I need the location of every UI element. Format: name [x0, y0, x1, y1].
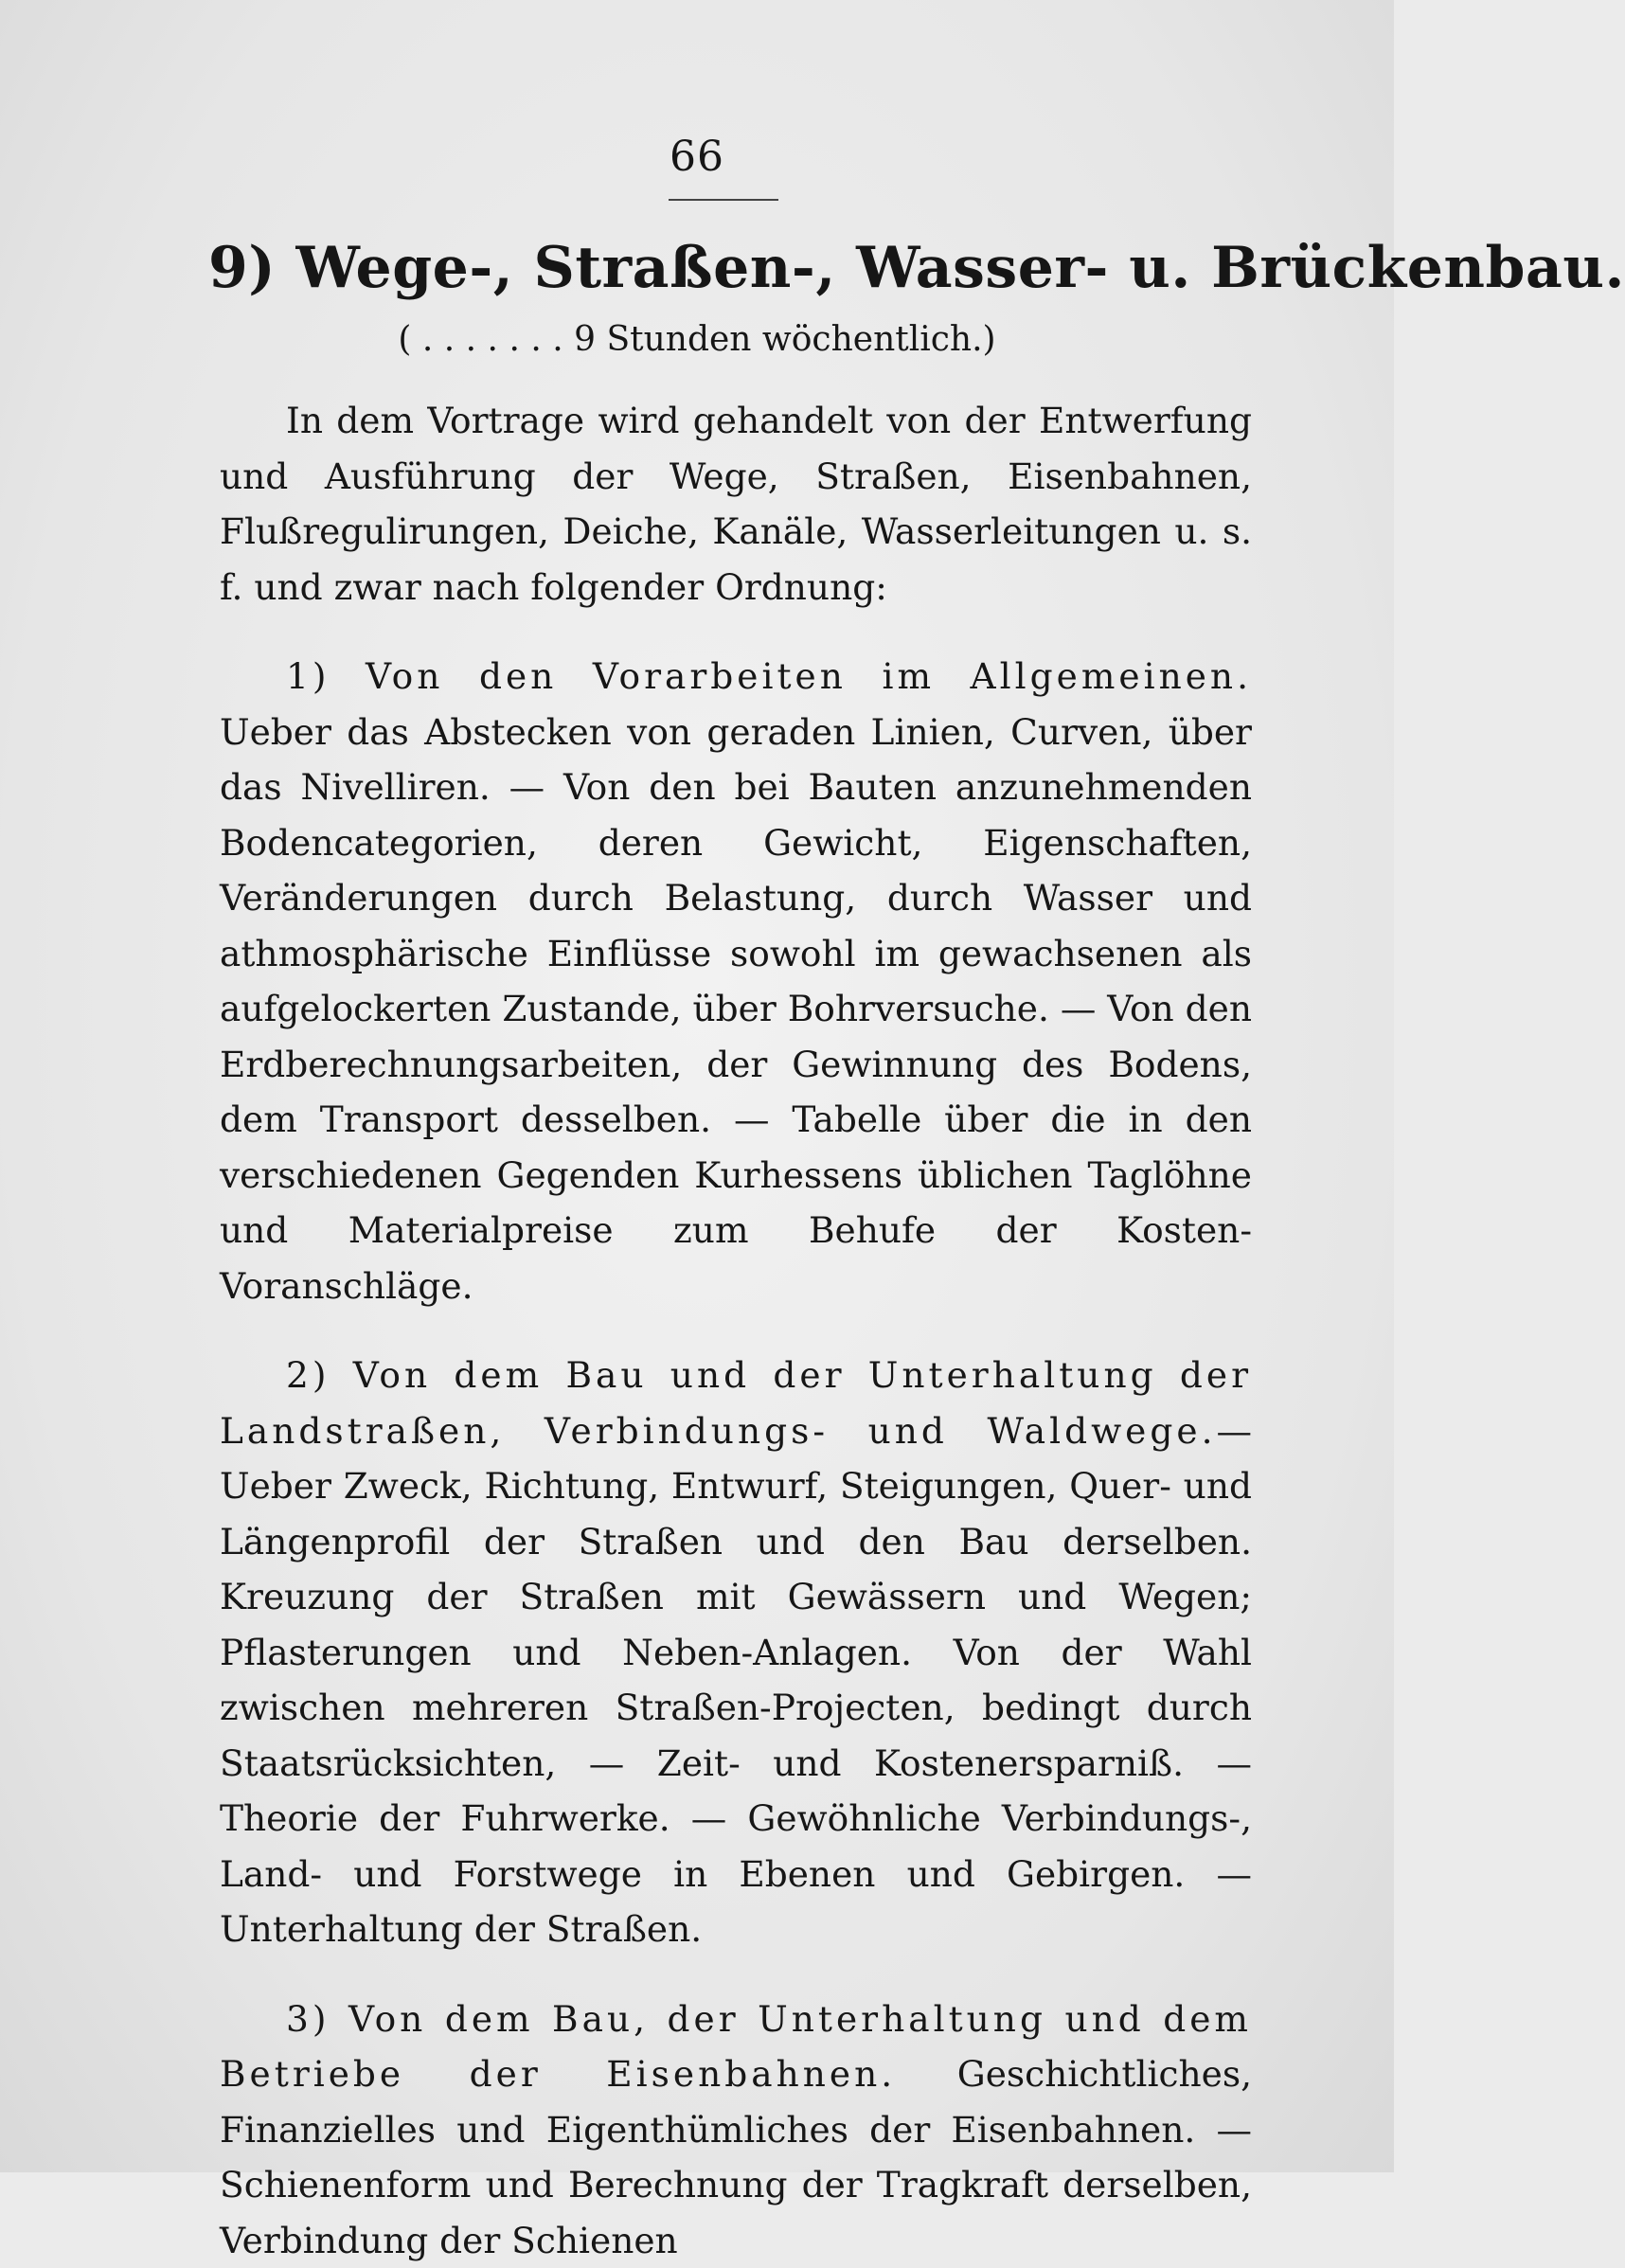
page-number-rule [669, 199, 778, 201]
intro-paragraph: In dem Vortrage wird gehandelt von der Entwerfung und Ausführung der Wege, Straßen, Eisenbahnen, Flußregulirungen, Deiche, Kanäle, Wasserleitungen u. s. f. und zwar nach folgender Ordnung: [220, 393, 1252, 615]
body-text [220, 393, 1252, 2268]
paragraph-1-text: Ueber das Abstecken von geraden Linien, Curven, über das Nivelliren. — Von den bei Bauten anzunehmenden Bodencategorien, deren Gewicht, Eigenschaften, Veränderungen durch Belastung, durch Wasser und athmosphärische Einflüsse sowohl im gewachsenen als aufgelockerten Zustande, über Bohrversuche. — Von den Erdberechnungsarbeiten, der Gewinnung des Bodens, dem Transport desselben. — Tabelle über die in den verschiedenen Gegenden Kurhessens üblichen Taglöhne und Materialpreise zum Behufe der Kosten-Voranschläge. [220, 711, 1252, 1307]
paragraph-3 [220, 1991, 1252, 2268]
paragraph-1 [220, 649, 1252, 1313]
paragraph-2-text: — Ueber Zweck, Richtung, Entwurf, Steigungen, Quer- und Längenprofil der Straßen und den Bau derselben. Kreuzung der Straßen mit Gewässern und Wegen; Pflasterungen und Neben-Anlagen. Von der Wahl zwischen mehreren Straßen-Projecten, bedingt durch Staatsrücksichten, — Zeit- und Kostenersparniß. — Theorie der Fuhrwerke. — Gewöhnliche Verbindungs-, Land- und Forstwege in Ebenen und Gebirgen. — Unterhaltung der Straßen. [220, 1410, 1252, 1951]
paragraph-2 [220, 1348, 1252, 1957]
section-heading: 9) Wege-, Straßen-, Wasser- u. Brückenbau. [208, 235, 1250, 301]
paragraph-3-text: Geschichtliches, Finanzielles und Eigenthümliches der Eisenbahnen. — Schienenform und Berechnung der Tragkraft derselben, Verbindung der Schienen [220, 2053, 1252, 2261]
paragraph-3-title: 3) Von dem Bau, der Unterhaltung und dem Betriebe der Eisenbahnen. [220, 1998, 1252, 2096]
page-number: 66 [0, 133, 1394, 181]
paragraph-2-title: 2) Von dem Bau und der Unterhaltung der Landstraßen, Verbindungs- und Waldwege. [220, 1354, 1252, 1452]
hours-note: ( . . . . . . . 9 Stunden wöchentlich.) [0, 320, 1394, 359]
paragraph-1-title: 1) Von den Vorarbeiten im Allgemeinen. [286, 655, 1252, 697]
